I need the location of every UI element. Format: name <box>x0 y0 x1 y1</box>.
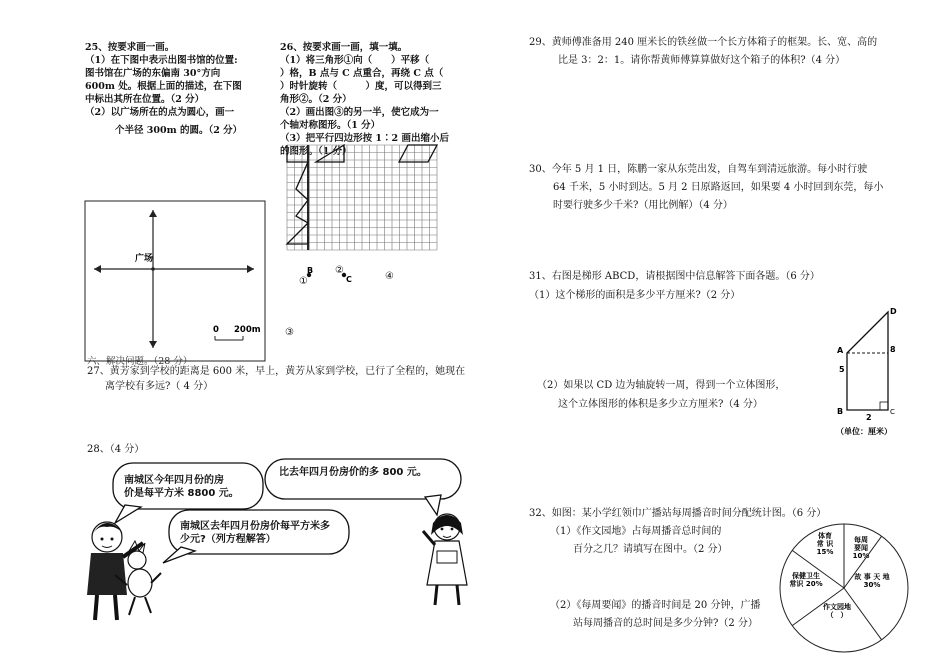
slice-3-label-1: 作文园地 <box>823 603 851 611</box>
q25-line-1: （1）在下图中表示出图书馆的位置: <box>85 55 238 66</box>
bubble-1-line-1: 南城区今年四月份的房 <box>124 475 224 486</box>
q26-line-3: ）时针旋转（ ）度，可以得到三 <box>280 81 442 92</box>
slice-1-label-2: 要闻 <box>854 544 868 552</box>
q30-line-3: 时要行驶多少千米?（用比例解）（4 分） <box>553 200 733 211</box>
q26-line-5: （2）画出图③的另一半，使它成为一 <box>280 107 439 118</box>
q27-line-2: 离学校有多远?（ 4 分） <box>105 381 214 392</box>
q30-line-2: 64 千米，5 小时到达。5 月 2 日原路返回，如果要 4 小时回到东莞，每小 <box>553 182 884 193</box>
q26-line-7: （3）把平行四边形按 1∶2 画出缩小后 <box>280 133 449 144</box>
bubble-3-line-1: 南城区去年四月份房价每平方米多 <box>180 521 330 532</box>
q26-line-2: ）格，B 点与 C 点重合，再绕 C 点（ <box>280 68 444 79</box>
slice-5-label-1: 体育 <box>818 532 832 540</box>
q32-line-3: 百分之几？请填写在图中。（2 分） <box>573 544 728 555</box>
plaza-map <box>84 200 266 362</box>
q31-line-4: 这个立体图形的体积是多少立方厘米?（4 分） <box>558 399 763 410</box>
plaza-label: 广场 <box>135 254 154 264</box>
q29-line-1: 29、黄师傅准备用 240 厘米长的铁丝做一个长方体箱子的框架。长、宽、高的 <box>529 37 878 48</box>
q30-line-1: 30、今年 5 月 1 日，陈鹏一家从东莞出发，自驾车到清远旅游。每小时行驶 <box>529 164 868 175</box>
pie-chart <box>778 522 910 670</box>
vertex-a: A <box>837 346 844 355</box>
q28-title: 28、（4 分） <box>87 444 145 455</box>
scale-zero: 0 <box>213 325 219 335</box>
q26-line-1: （1）将三角形①向（ ）平移（ <box>280 55 430 66</box>
point-c: C <box>346 275 352 284</box>
grid-markers <box>295 262 405 290</box>
slice-4-label-1: 保健卫生 <box>792 572 820 580</box>
q31-line-2: （1）这个梯形的面积是多少平方厘米?（2 分） <box>529 290 741 301</box>
slice-1-label-3: 10% <box>852 552 870 560</box>
label-2: 2 <box>866 413 872 422</box>
q26-title: 26、按要求画一画，填一填。 <box>280 42 408 53</box>
section-6-heading: 六、解决问题。（28 分） <box>87 356 193 367</box>
slice-5-label-3: 15% <box>816 548 834 556</box>
vertex-c: C <box>890 408 895 416</box>
scale-distance: 200m <box>234 325 261 335</box>
marker-1: ① <box>299 276 308 287</box>
q31-line-1: 31、右图是梯形 ABCD，请根据图中信息解答下面各题。（6 分） <box>529 271 820 282</box>
vertex-d: D <box>890 307 897 316</box>
slice-4-label-2: 常识 20% <box>789 580 823 588</box>
marker-2: ② <box>335 265 344 276</box>
slice-2-label-1: 故 事 天 地 <box>854 573 890 581</box>
trapezoid-figure <box>826 300 916 440</box>
slice-5-label-2: 常 识 <box>816 540 834 548</box>
q25-title: 25、按要求画一画。 <box>85 42 175 53</box>
q27-line-1: 27、黄芳家到学校的距离是 600 米，早上，黄芳从家到学校，已行了全程的，她现在 <box>87 366 466 377</box>
q25-line-3: 600m 处。根据上面的描述，在下图 <box>85 81 242 92</box>
bubble-3-line-2: 少元?（列方程解答） <box>180 534 276 545</box>
marker-3: ③ <box>285 327 294 338</box>
vertex-b: B <box>837 407 844 416</box>
q29-line-2: 比是 3：2：1。请你帮黄师傅算算做好这个箱子的体积?（4 分） <box>558 55 846 66</box>
slice-2-label-2: 30% <box>863 581 881 589</box>
q31-line-3: （2）如果以 CD 边为轴旋转一周，得到一个立体图形， <box>537 380 786 391</box>
point-b: B <box>307 266 314 275</box>
unit-label: （单位：厘米） <box>836 427 892 436</box>
q26-line-6: 个轴对称图形。（1 分） <box>280 120 381 131</box>
bubble-2-text: 比去年四月份房价的多 800 元。 <box>279 467 427 478</box>
bubble-1-line-2: 价是每平方米 8800 元。 <box>124 488 239 499</box>
q25-line-4: 中标出其所在位置。（2 分） <box>85 94 205 105</box>
q32-line-4: （2）《每周要闻》的播音时间是 20 分钟，广播 <box>550 600 761 611</box>
q25-line-6: 个半径 300m 的圆。（2 分） <box>115 125 243 136</box>
slice-3-label-2: （ ） <box>826 611 848 619</box>
girl-figure <box>423 514 467 605</box>
q32-line-5: 站每周播音的总时间是多少分钟?（2 分） <box>573 618 758 629</box>
marker-4: ④ <box>385 271 394 282</box>
slice-1-label-1: 每周 <box>854 536 868 544</box>
q26-line-4: 角形②。（2 分） <box>280 94 352 105</box>
q26-line-8: 的图形。（1 分） <box>280 146 352 157</box>
q32-line-2: （1）《作文园地》占每周播音总时间的 <box>550 526 722 537</box>
q25-line-5: （2）以广场所在的点为圆心，画一 <box>85 107 235 118</box>
q32-line-1: 32、如图：某小学红领巾广播站每周播音时间分配统计图。（6 分） <box>529 508 827 519</box>
q25-line-2: 图书馆在广场的东偏南 30°方向 <box>85 68 221 79</box>
label-8: 8 <box>890 345 896 354</box>
label-5: 5 <box>839 365 845 374</box>
